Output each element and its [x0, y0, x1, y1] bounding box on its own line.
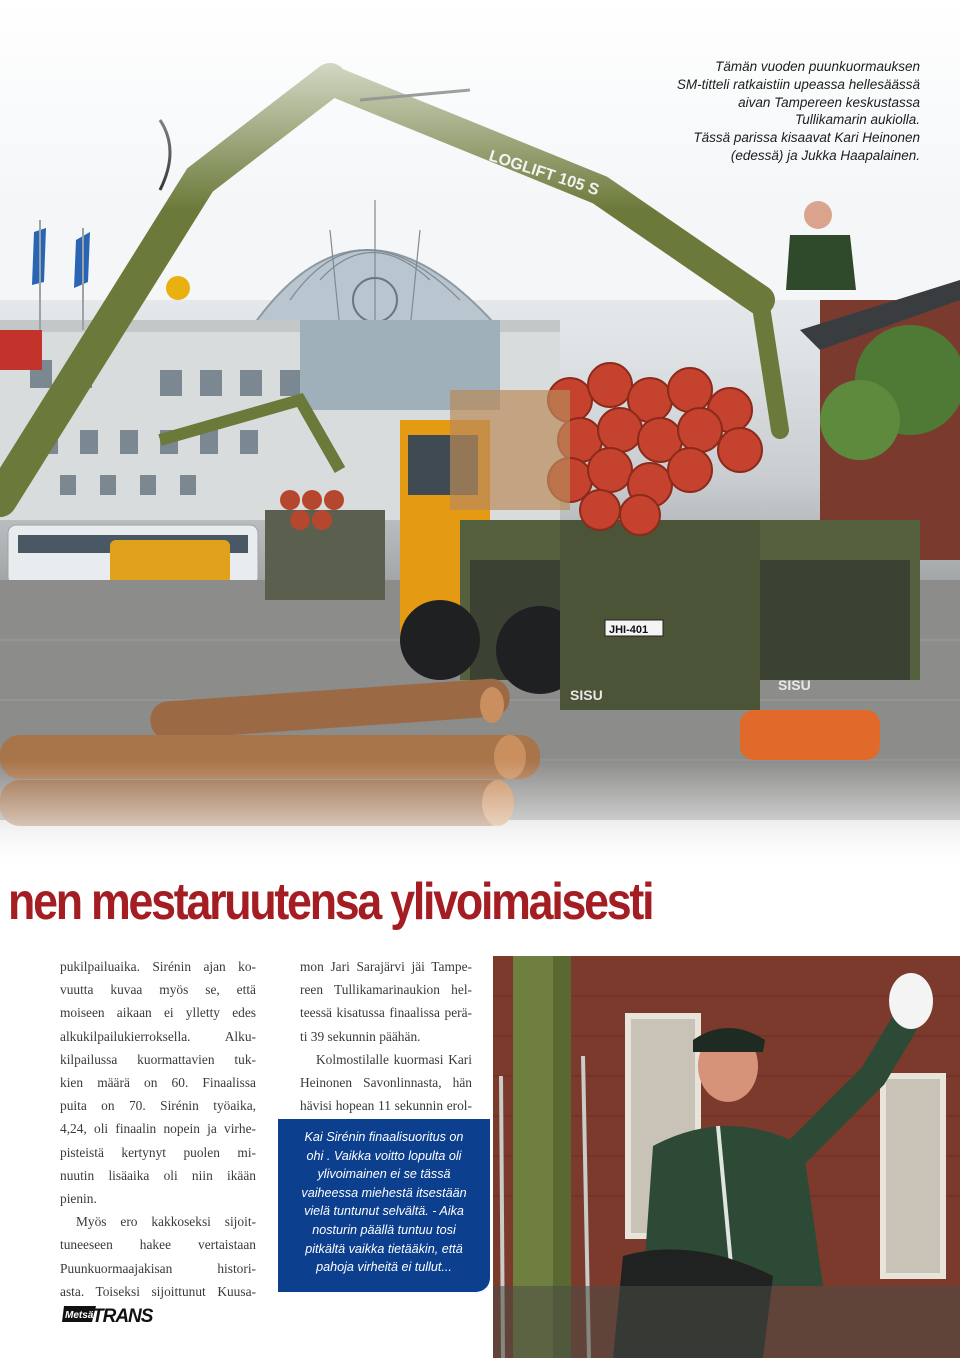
logo-graphic — [62, 1303, 154, 1325]
body-line: tuneeseen hakee vertaistaan — [60, 1237, 256, 1253]
body-line: 4,24, oli finaalin nopein ja virhe- — [60, 1121, 256, 1137]
photo-caption-line: (edessä) ja Jukka Haapalainen. — [730, 147, 920, 163]
body-line: reen Tullikamarinaukion hel- — [300, 982, 472, 998]
photo-caption-line: Tullikamarin aukiolla. — [794, 112, 920, 128]
body-line: pienin. — [60, 1191, 97, 1207]
article-column-middle — [300, 955, 472, 1117]
inset-caption-line: pahoja virheitä ei tullut... — [316, 1260, 452, 1275]
photo-caption-line: SM-titteli ratkaistiin upeassa hellesäässä — [676, 76, 920, 92]
body-line: asta. Toiseksi sijoittunut Kuusa- — [60, 1283, 256, 1299]
body-line: alkukilpailukierroksella. Alku- — [60, 1028, 256, 1044]
body-line: pisteistä kertynyt puolen mi- — [60, 1144, 256, 1160]
body-line: Kolmostilalle kuormasi Kari — [316, 1051, 472, 1067]
photo-caption-line: aivan Tampereen keskustassa — [738, 94, 920, 110]
body-line: nuutin lisäaika oli niin ikään — [60, 1167, 256, 1183]
inset-caption-line: Kai Sirénin finaalisuoritus on — [304, 1130, 464, 1144]
truck-brand-text: SISU — [570, 687, 603, 703]
truck-brand-text-2: SISU — [778, 677, 811, 693]
body-line: hävisi hopean 11 sekunnin erol- — [300, 1098, 472, 1114]
inset-photo-caption — [278, 1119, 490, 1292]
inset-caption-line: pitkältä vaikka tietääkin, että — [305, 1241, 463, 1256]
body-line: mon Jari Sarajärvi jäi Tampe- — [300, 959, 472, 974]
photo-caption-line: Tämän vuoden puunkuormauksen — [715, 59, 920, 74]
metsatrans-logo — [62, 1303, 154, 1325]
body-line: pukilpailuaika. Sirénin ajan ko- — [60, 959, 256, 974]
body-line: teessä kisatussa finaalissa perä- — [300, 1005, 472, 1021]
body-line: ti 39 sekunnin päähän. — [300, 1028, 421, 1044]
body-line: kien määrä on 60. Finaalissa — [60, 1075, 256, 1091]
photo-caption-line: Tässä parissa kisaavat Kari Heinonen — [693, 130, 920, 146]
body-line: Puunkuormaajakisan histori- — [60, 1260, 256, 1276]
inset-caption-line: vielä tuntunut selvältä. - Aika — [304, 1204, 464, 1219]
license-plate-text: JHI-401 — [609, 624, 649, 636]
inset-caption-line: ylivoimainen ei se tässä — [317, 1167, 451, 1182]
inset-photo-illustration — [493, 956, 960, 1358]
body-line: Myös ero kakkoseksi sijoit- — [76, 1214, 256, 1230]
body-line: vuutta kuvaa myös se, että — [60, 982, 256, 998]
body-line: kilpailussa kuormattavien tuk- — [60, 1051, 256, 1067]
inset-caption-line: nosturin päällä tuntuu tosi — [312, 1222, 456, 1237]
body-line: puita on 70. Sirénin työaika, — [60, 1098, 256, 1114]
article-column-left — [60, 955, 256, 1303]
body-line: Heinonen Savonlinnasta, hän — [300, 1075, 472, 1091]
inset-photo-crane-operator — [493, 956, 960, 1358]
logo-big-text: TRANS — [92, 1306, 153, 1325]
photo-caption — [630, 58, 920, 165]
inset-caption-line: ohi . Vaikka voitto lopulta oli — [306, 1148, 462, 1163]
body-line: moiseen aikaan ei ylletty edes — [60, 1005, 256, 1021]
article-headline: nen mestaruutensa ylivoimaisesti — [8, 873, 653, 931]
logo-small-text: Metsä — [65, 1310, 94, 1321]
inset-caption-line: vaiheessa miehestä itsestään — [301, 1185, 467, 1200]
